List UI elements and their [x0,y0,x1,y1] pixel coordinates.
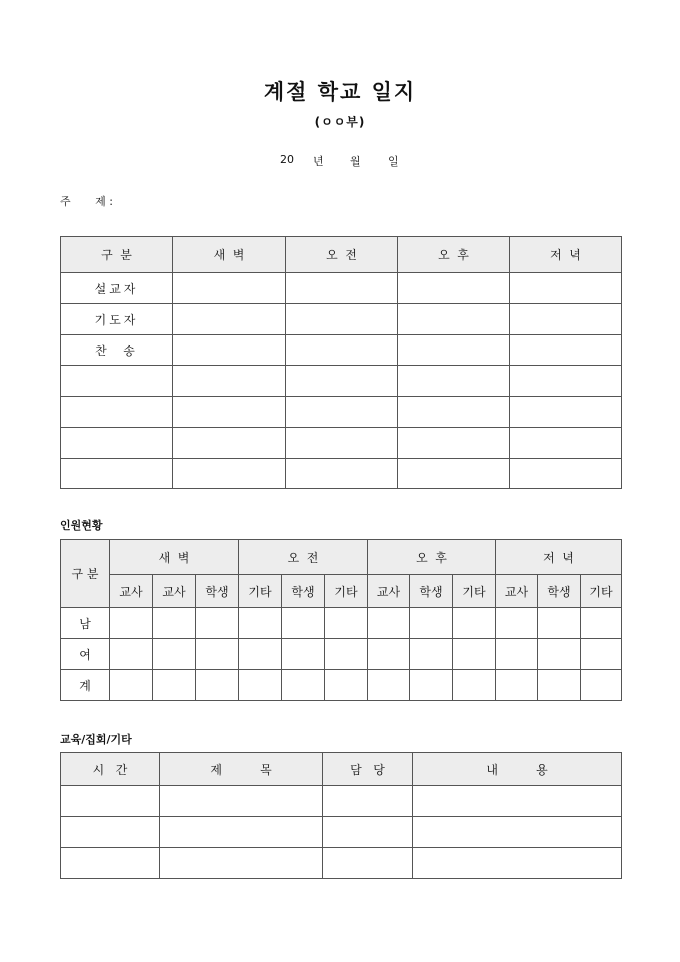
schedule-header-category: 구 분 [61,237,173,273]
education-cell[interactable] [323,848,413,879]
education-cell[interactable] [323,817,413,848]
schedule-cell[interactable] [61,428,173,459]
attendance-cell[interactable] [153,670,196,701]
attendance-cell[interactable] [325,670,368,701]
schedule-header-morning: 오 전 [286,237,398,273]
attendance-row-label-male: 남 [61,608,110,639]
attendance-cell[interactable] [496,608,538,639]
education-cell[interactable] [160,786,323,817]
attendance-cell[interactable] [581,670,622,701]
attendance-cell[interactable] [110,608,153,639]
education-header-subject: 제 목 [160,753,323,786]
schedule-cell[interactable] [510,335,622,366]
document-title: 계절 학교 일지 [263,79,417,104]
attendance-subheader-row [61,575,622,608]
attendance-cell[interactable] [196,670,239,701]
education-header-content: 내 용 [413,753,622,786]
attendance-row-label-total: 계 [61,670,110,701]
date-day-label: 일 [388,155,399,168]
attendance-cell[interactable] [453,670,496,701]
attendance-cell[interactable] [196,608,239,639]
education-cell[interactable] [413,817,622,848]
education-cell[interactable] [413,786,622,817]
schedule-cell[interactable] [286,366,398,397]
attendance-cell[interactable] [496,639,538,670]
date-year-label: 년 [313,155,324,168]
attendance-subheader: 기타 [239,575,282,608]
attendance-cell[interactable] [453,608,496,639]
schedule-cell[interactable] [510,397,622,428]
schedule-cell[interactable] [286,428,398,459]
attendance-cell[interactable] [410,670,453,701]
education-cell[interactable] [61,786,160,817]
education-cell[interactable] [160,817,323,848]
schedule-cell[interactable] [398,366,510,397]
table-row [61,817,622,848]
education-cell[interactable] [160,848,323,879]
table-row [61,397,622,428]
education-header-row [61,753,622,786]
attendance-cell[interactable] [239,608,282,639]
schedule-cell[interactable] [398,273,510,304]
attendance-period-evening: 저 녁 [496,540,622,575]
attendance-subheader: 학생 [196,575,239,608]
education-cell[interactable] [61,817,160,848]
schedule-cell[interactable] [286,397,398,428]
education-cell[interactable] [323,786,413,817]
schedule-cell[interactable] [398,335,510,366]
attendance-cell[interactable] [538,639,581,670]
row-label-hymn: 찬 송 [61,335,173,366]
schedule-cell[interactable] [510,366,622,397]
education-cell[interactable] [61,848,160,879]
attendance-cell[interactable] [325,608,368,639]
attendance-cell[interactable] [110,639,153,670]
attendance-cell[interactable] [325,639,368,670]
schedule-cell[interactable] [173,273,286,304]
schedule-cell[interactable] [61,366,173,397]
table-row [61,459,622,489]
schedule-header-afternoon: 오 후 [398,237,510,273]
attendance-cell[interactable] [368,639,410,670]
table-row [61,335,622,366]
attendance-cell[interactable] [538,670,581,701]
table-row [61,786,622,817]
education-header-time: 시 간 [61,753,160,786]
table-row [61,848,622,879]
schedule-cell[interactable] [173,428,286,459]
attendance-cell[interactable] [153,608,196,639]
date-year-prefix: 20 [280,153,294,166]
schedule-cell[interactable] [398,304,510,335]
attendance-corner-label: 구 분 [61,540,110,608]
attendance-subheader: 기타 [581,575,622,608]
schedule-cell[interactable] [286,273,398,304]
schedule-cell[interactable] [61,397,173,428]
topic-line [60,193,113,209]
topic-label: 주 제 : [60,195,113,208]
schedule-header-row [61,237,622,273]
table-row [61,428,622,459]
attendance-subheader: 학생 [282,575,325,608]
attendance-cell[interactable] [410,639,453,670]
table-row [61,366,622,397]
table-row [61,304,622,335]
attendance-cell[interactable] [368,670,410,701]
attendance-period-afternoon: 오 후 [368,540,496,575]
attendance-cell[interactable] [581,639,622,670]
attendance-period-dawn: 새 벽 [110,540,239,575]
row-label-preacher: 설교자 [61,273,173,304]
schedule-cell[interactable] [173,304,286,335]
date-month-label: 월 [350,155,361,168]
education-cell[interactable] [413,848,622,879]
schedule-header-evening: 저 녁 [510,237,622,273]
attendance-cell[interactable] [110,670,153,701]
attendance-subheader: 교사 [496,575,538,608]
table-row [61,273,622,304]
schedule-cell[interactable] [398,397,510,428]
attendance-subheader: 학생 [410,575,453,608]
schedule-cell[interactable] [173,335,286,366]
schedule-cell[interactable] [286,304,398,335]
attendance-period-row [61,540,622,575]
attendance-subheader: 교사 [153,575,196,608]
attendance-table [60,539,622,701]
attendance-section-title: 인원현황 [60,519,103,532]
schedule-cell[interactable] [286,459,398,489]
schedule-cell[interactable] [398,428,510,459]
table-row [61,608,622,639]
table-row [61,639,622,670]
attendance-cell[interactable] [410,608,453,639]
schedule-cell[interactable] [173,397,286,428]
schedule-header-dawn: 새 벽 [173,237,286,273]
attendance-cell[interactable] [239,670,282,701]
attendance-cell[interactable] [368,608,410,639]
attendance-cell[interactable] [282,639,325,670]
attendance-subheader: 기타 [325,575,368,608]
attendance-cell[interactable] [538,608,581,639]
attendance-subheader: 교사 [368,575,410,608]
schedule-cell[interactable] [510,459,622,489]
schedule-table [60,236,622,489]
attendance-cell[interactable] [282,608,325,639]
schedule-cell[interactable] [510,428,622,459]
education-header-person: 담 당 [323,753,413,786]
schedule-cell[interactable] [173,459,286,489]
attendance-cell[interactable] [453,639,496,670]
schedule-cell[interactable] [61,459,173,489]
attendance-subheader: 교사 [110,575,153,608]
schedule-cell[interactable] [398,459,510,489]
education-section-title: 교육/집회/기타 [60,733,132,746]
attendance-period-morning: 오 전 [239,540,368,575]
attendance-cell[interactable] [239,639,282,670]
education-table [60,752,622,879]
attendance-cell[interactable] [196,639,239,670]
attendance-subheader: 학생 [538,575,581,608]
attendance-cell[interactable] [496,670,538,701]
schedule-cell[interactable] [510,273,622,304]
row-label-prayer-leader: 기도자 [61,304,173,335]
attendance-cell[interactable] [581,608,622,639]
schedule-cell[interactable] [510,304,622,335]
schedule-cell[interactable] [173,366,286,397]
attendance-subheader: 기타 [453,575,496,608]
department-subtitle: (ㅇㅇ부) [314,115,366,129]
schedule-cell[interactable] [286,335,398,366]
attendance-row-label-female: 여 [61,639,110,670]
attendance-cell[interactable] [153,639,196,670]
table-row [61,670,622,701]
attendance-cell[interactable] [282,670,325,701]
